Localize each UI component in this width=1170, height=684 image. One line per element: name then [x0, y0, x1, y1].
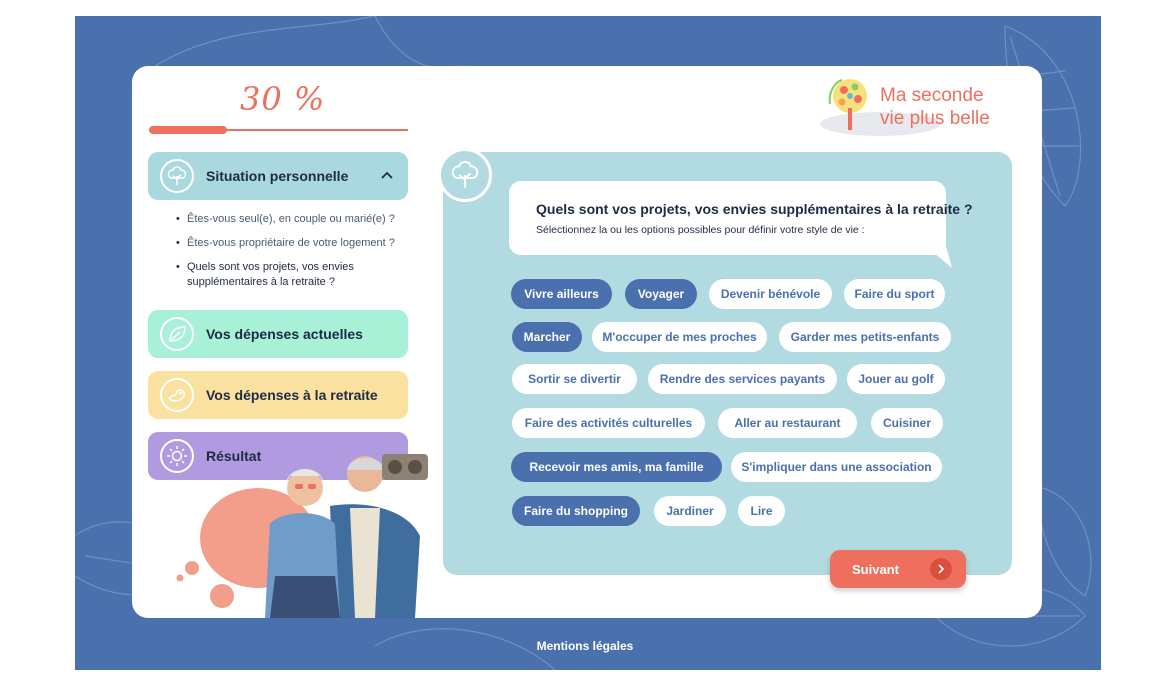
chevron-up-icon[interactable] [380, 169, 394, 183]
option-chip[interactable]: Jouer au golf [847, 364, 945, 394]
tree-icon [438, 148, 492, 202]
bubble-tail [926, 246, 952, 270]
section-situation-personnelle[interactable] [148, 152, 408, 200]
section-label: Situation personnelle [206, 168, 349, 184]
section-label: Résultat [206, 448, 262, 464]
sub-item[interactable]: • Êtes-vous seul(e), en couple ou marié(e) ? [176, 212, 406, 227]
section-label: Vos dépenses à la retraite [206, 387, 378, 403]
progress-percentage: 30 % [240, 80, 326, 118]
option-chip[interactable]: Marcher [512, 322, 582, 352]
option-chip[interactable]: M'occuper de mes proches [592, 322, 767, 352]
option-chip[interactable]: Aller au restaurant [718, 408, 857, 438]
logo-line-2: vie plus belle [880, 108, 990, 129]
section-label: Vos dépenses actuelles [206, 326, 363, 342]
logo-line-1: Ma seconde [880, 85, 984, 106]
question-bubble [509, 181, 946, 255]
option-chip[interactable]: Rendre des services payants [648, 364, 837, 394]
section-depenses-actuelles[interactable] [148, 310, 408, 358]
logo-text [880, 84, 990, 130]
senior-couple-illustration [170, 446, 460, 618]
option-chip[interactable]: Sortir se divertir [512, 364, 637, 394]
tree-icon [160, 159, 194, 193]
option-chip[interactable]: Cuisiner [871, 408, 943, 438]
option-chip[interactable]: Jardiner [654, 496, 726, 526]
option-chip[interactable]: S'impliquer dans une association [731, 452, 942, 482]
chevron-right-icon [930, 558, 952, 580]
sub-item[interactable]: • Êtes-vous propriétaire de votre logement ? [176, 236, 406, 251]
question-subtitle: Sélectionnez la ou les options possibles pour définir votre style de vie : [536, 224, 865, 236]
next-button-label: Suivant [852, 561, 899, 577]
option-chip[interactable]: Faire du sport [844, 279, 945, 309]
question-title: Quels sont vos projets, vos envies supplémentaires à la retraite ? [536, 201, 973, 217]
option-chip[interactable]: Recevoir mes amis, ma famille [511, 452, 722, 482]
option-chip[interactable]: Faire des activités culturelles [512, 408, 705, 438]
progress-fill [149, 126, 227, 134]
option-chip[interactable]: Voyager [625, 279, 697, 309]
option-chip[interactable]: Vivre ailleurs [511, 279, 612, 309]
legal-notice-link[interactable]: Mentions légales [536, 639, 634, 653]
leaf-icon [160, 317, 194, 351]
sub-question-list [176, 212, 406, 299]
option-chip[interactable]: Devenir bénévole [709, 279, 832, 309]
bird-icon [160, 378, 194, 412]
option-chip[interactable]: Lire [738, 496, 785, 526]
next-button[interactable] [830, 550, 966, 588]
sub-item-active[interactable]: • Quels sont vos projets, vos envies supplémentaires à la retraite ? [176, 260, 406, 290]
option-chip[interactable]: Garder mes petits-enfants [779, 322, 951, 352]
option-chip[interactable]: Faire du shopping [512, 496, 640, 526]
section-depenses-retraite[interactable] [148, 371, 408, 419]
